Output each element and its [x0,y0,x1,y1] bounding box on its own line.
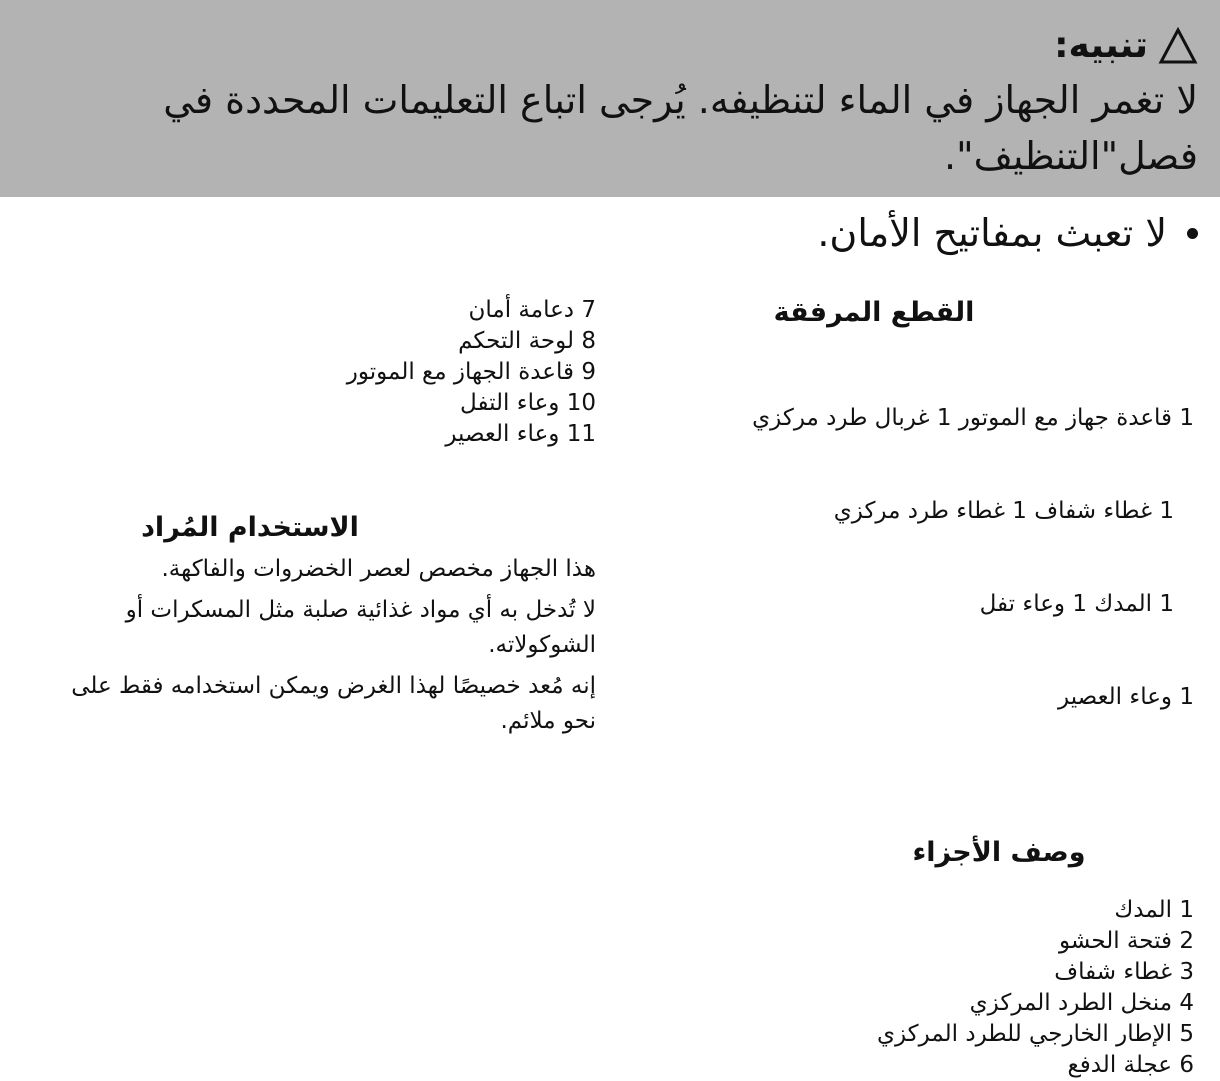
list-item: 7 دعامة أمان [468,297,596,323]
list-item: 4 منخل الطرد المركزي [969,990,1194,1016]
warning-text-line-1: لا تغمر الجهاز في الماء لتنظيفه. يُرجى اتباع التعليمات المحددة في [163,78,1198,122]
warning-box [0,0,1220,197]
accessories-line: 1 قاعدة جهاز مع الموتور 1 غربال طرد مركزي [752,405,1194,431]
list-item: 9 قاعدة الجهاز مع الموتور [346,359,596,385]
list-item: 10 وعاء التفل [460,390,596,416]
parts-list [634,895,1194,1081]
intended-use-paragraph: إنه مُعد خصيصًا لهذا الغرض ويمكن استخدامه فقط على نحو ملائم. [71,673,596,734]
accessories-line: 1 غطاء شفاف 1 غطاء طرد مركزي [833,498,1174,524]
list-item: 8 لوحة التحكم [458,328,596,354]
parts-list-continued [36,295,596,450]
accessories-line: 1 المدك 1 وعاء تفل [979,591,1174,617]
list-item: 6 عجلة الدفع [1067,1052,1194,1078]
warning-text-line-2: فصل"التنظيف". [944,134,1198,178]
list-item: 3 غطاء شفاف [1054,959,1194,985]
left-column [36,293,596,745]
warning-triangle-icon [1158,27,1198,65]
list-item: 1 المدك [1114,897,1194,923]
bullet-dot [1187,228,1198,239]
intended-use-paragraph: هذا الجهاز مخصص لعصر الخضروات والفاكهة. [161,556,596,582]
intended-use-heading: الاستخدام المُراد [141,512,359,543]
list-item: 5 الإطار الخارجي للطرد المركزي [876,1021,1194,1047]
right-column [634,293,1194,1081]
safety-bullet-text: لا تعبث بمفاتيح الأمان. [817,211,1167,255]
warning-text [30,72,1198,184]
intended-use-paragraph: لا تُدخل به أي مواد غذائية صلبة مثل المسكرات أو الشوكولاته. [125,597,596,658]
list-item: 11 وعاء العصير [445,421,596,447]
list-item: 2 فتحة الحشو [1058,928,1194,954]
accessories-line: 1 وعاء العصير [1058,684,1194,710]
accessories-list [634,341,1194,775]
safety-bullet [817,205,1198,261]
warning-heading [30,20,1198,72]
accessories-heading: القطع المرفقة [773,297,975,328]
parts-description-heading: وصف الأجزاء [912,837,1086,868]
warning-title: تنبيه: [1054,25,1148,66]
intended-use-text [36,552,596,739]
